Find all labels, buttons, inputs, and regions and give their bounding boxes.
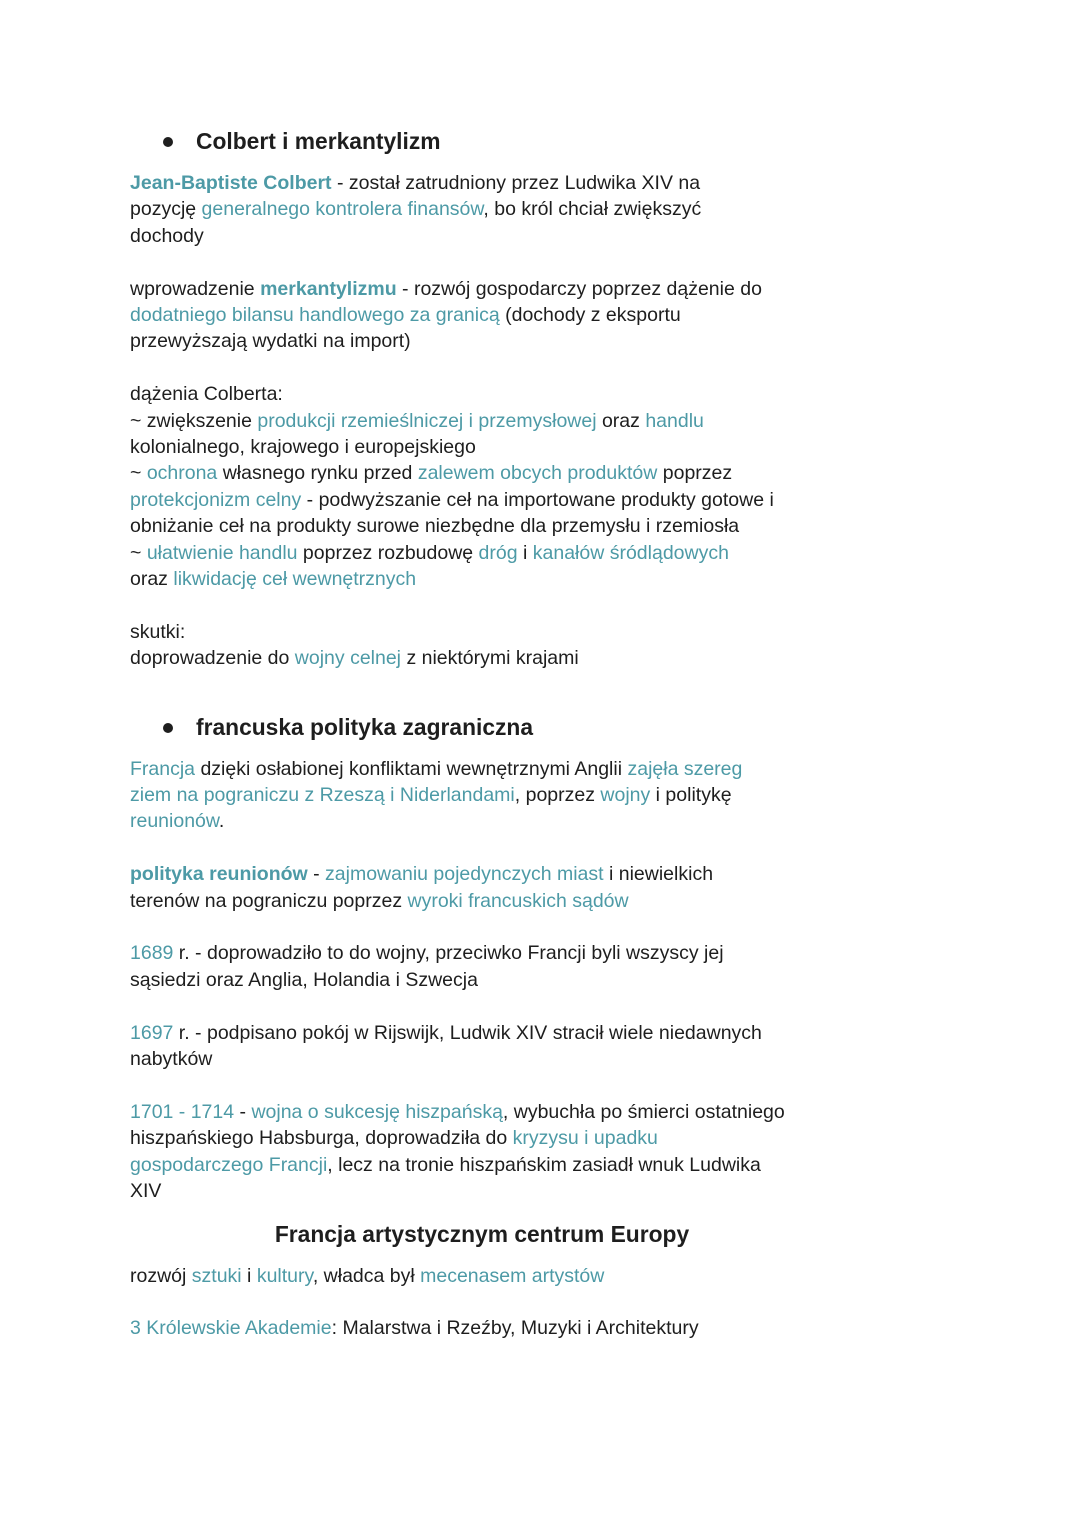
section-heading-foreign-policy: francuska polityka zagraniczna [130,704,820,751]
aim-item-protection: ~ ochrona własnego rynku przed zalewem obcych produktów poprzez protekcjonizm celny - podwyższanie ceł na importowane produkty gotowe i obniżanie ceł na produkty surowe niezbędne dla przemysłu i rzemiosła [130,462,774,538]
paragraph-france-territory: Francja dzięki osłabionej konfliktami wewnętrznymi Anglii zajęła szereg ziem na pograniczu z Rzeszą i Niderlandami, poprzez wojny i politykę reunionów. [130,757,743,833]
paragraph-spanish-succession: 1701 - 1714 - wojna o sukcesję hiszpańską, wybuchła po śmierci ostatniego hiszpańskiego Habsburga, doprowadziła do kryzysu i upadku gospodarczego Francji, lecz na tronie hiszpańskim zasiadł wnuk Ludwika XIV [130,1100,785,1203]
paragraph-art-culture: rozwój sztuki i kultury, władca był mecenasem artystów [130,1264,605,1287]
paragraph-1697: 1697 r. - podpisano pokój w Rijswijk, Ludwik XIV stracił wiele niedawnych nabytków [130,1021,762,1071]
paragraph-reunion-policy: polityka reunionów - zajmowaniu pojedynczych miast i niewielkich terenów na pograniczu poprzez wyroki francuskich sądów [130,863,714,912]
section-heading-art-center: Francja artystycznym centrum Europy [274,1220,690,1247]
aim-item-trade: ~ ułatwienie handlu poprzez rozbudowę dróg i kanałów śródlądowych oraz likwidację ceł wewnętrznych [130,541,729,591]
effects-item: doprowadzenie do wojny celnej z niektórymi krajami [130,647,579,670]
aims-intro: dążenia Colberta: [130,383,283,406]
paragraph-mercantilism: wprowadzenie merkantylizmu - rozwój gospodarczy poprzez dążenie do dodatniego bilansu handlowego za granicą (dochody z eksportu przewyższają wydatki na import) [130,277,762,353]
effects-intro: skutki: [130,620,186,643]
paragraph-colbert-intro: Jean-Baptiste Colbert - został zatrudniony przez Ludwika XIV na pozycję generalnego kontrolera finansów, bo król chciał zwiększyć dochody [130,172,702,247]
paragraph-1689: 1689 r. - doprowadziło to do wojny, przeciwko Francji byli wszyscy jej sąsiedzi oraz Anglia, Holandia i Szwecja [130,942,724,991]
paragraph-royal-academies: 3 Królewskie Akademie: Malarstwa i Rzeźby, Muzyki i Architektury [130,1317,699,1340]
section-heading-colbert: Colbert i merkantylizm [130,118,820,165]
bullet-dot-icon [163,723,173,733]
document-page [130,118,820,1342]
bullet-dot-icon [163,137,173,147]
aim-item-production: ~ zwiększenie produkcji rzemieślniczej i przemysłowej oraz handlu kolonialnego, krajowego i europejskiego [130,409,704,459]
